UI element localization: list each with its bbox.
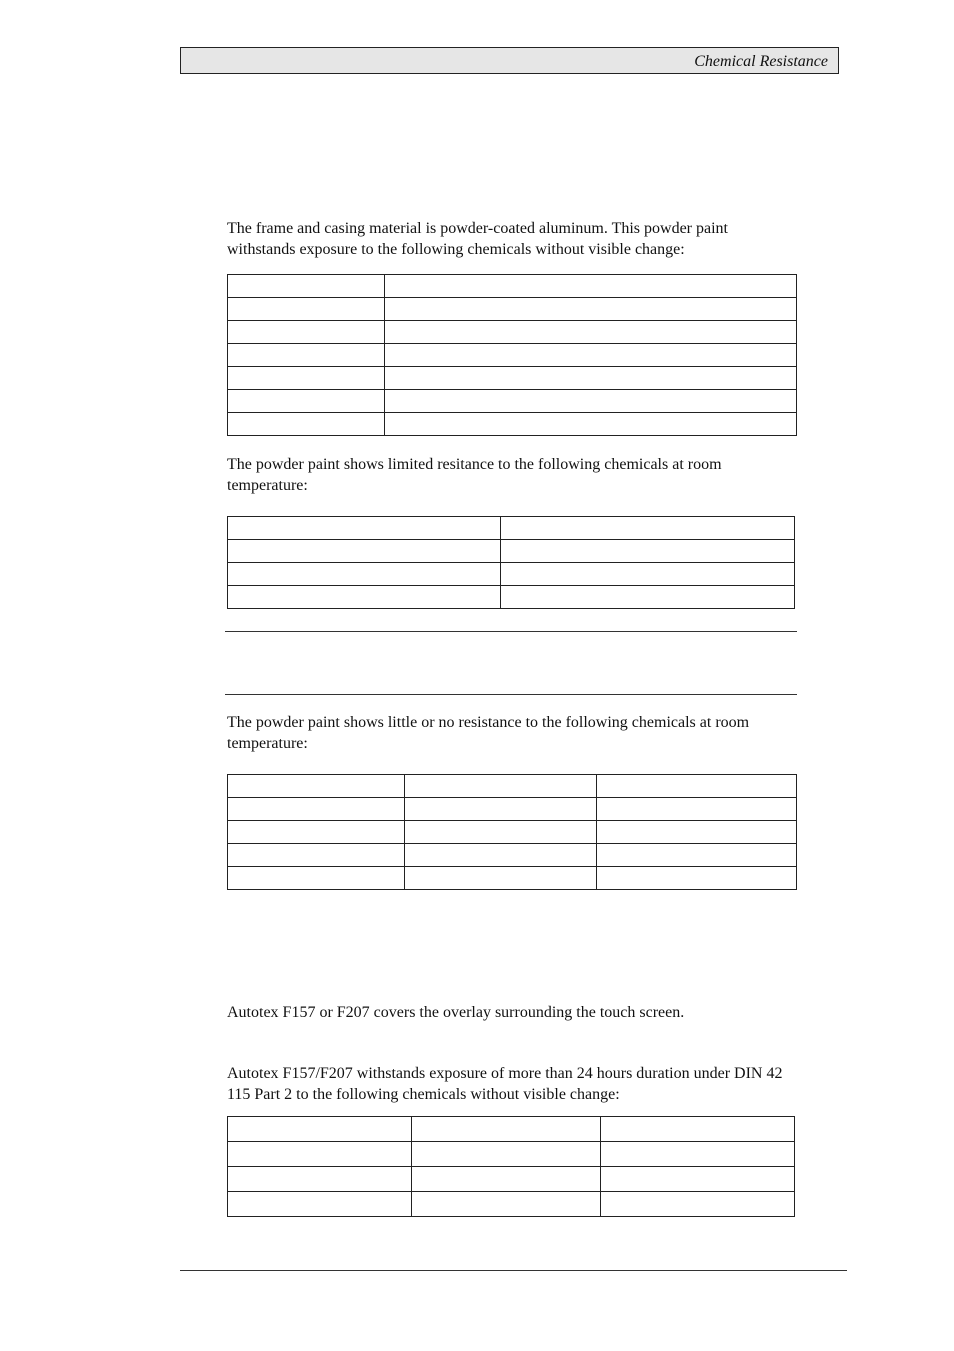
paragraph-no-resistance: The powder paint shows little or no resistance to the following chemicals at room temperature: bbox=[227, 714, 750, 752]
table-row bbox=[228, 275, 797, 298]
table-row bbox=[228, 367, 797, 390]
table-row bbox=[228, 1142, 795, 1167]
table-row bbox=[228, 775, 797, 798]
table-cell bbox=[601, 1117, 795, 1142]
table-cell bbox=[385, 298, 797, 321]
table-cell bbox=[601, 1192, 795, 1217]
table-row bbox=[228, 517, 795, 540]
table-cell bbox=[601, 1167, 795, 1192]
table-row bbox=[228, 344, 797, 367]
table-cell bbox=[385, 344, 797, 367]
table-row bbox=[228, 563, 795, 586]
paragraph-autotex-din: Autotex F157/F207 withstands exposure of more than 24 hours duration under DIN 42 115 Part 2 to the following chemicals without visible change: bbox=[227, 1065, 783, 1103]
table-cell bbox=[412, 1192, 601, 1217]
header-title: Chemical Resistance bbox=[694, 53, 828, 70]
table-cell bbox=[228, 517, 501, 540]
table-cell bbox=[597, 775, 797, 798]
table-cell bbox=[228, 563, 501, 586]
table-cell bbox=[501, 563, 795, 586]
table-row bbox=[228, 586, 795, 609]
table-cell bbox=[405, 775, 597, 798]
table-cell bbox=[597, 798, 797, 821]
table-cell bbox=[228, 540, 501, 563]
table-cell bbox=[412, 1167, 601, 1192]
table-cell bbox=[228, 844, 405, 867]
table-cell bbox=[228, 1117, 412, 1142]
table-cell bbox=[405, 798, 597, 821]
paragraph-autotex-overlay: Autotex F157 or F207 covers the overlay surrounding the touch screen. bbox=[227, 1004, 685, 1021]
table-cell bbox=[228, 413, 385, 436]
table-cell bbox=[228, 775, 405, 798]
table-resistant-chemicals bbox=[227, 274, 797, 436]
table-cell bbox=[385, 367, 797, 390]
table-row bbox=[228, 390, 797, 413]
table-cell bbox=[228, 586, 501, 609]
table-autotex-chemicals bbox=[227, 1116, 795, 1217]
table-cell bbox=[228, 298, 385, 321]
table-row bbox=[228, 540, 795, 563]
table-cell bbox=[228, 390, 385, 413]
table-cell bbox=[228, 1192, 412, 1217]
table-row bbox=[228, 413, 797, 436]
paragraph-powder-coating: The frame and casing material is powder-coated aluminum. This powder paint withstands exposure to the following chemicals without visible change: bbox=[227, 220, 728, 258]
table-cell bbox=[412, 1117, 601, 1142]
table-row bbox=[228, 1192, 795, 1217]
table-cell bbox=[597, 844, 797, 867]
table-row bbox=[228, 1117, 795, 1142]
paragraph-limited-resistance: The powder paint shows limited resitance to the following chemicals at room temperature: bbox=[227, 456, 722, 494]
table-cell bbox=[228, 344, 385, 367]
table-cell bbox=[385, 390, 797, 413]
table-cell bbox=[597, 821, 797, 844]
table-cell bbox=[385, 321, 797, 344]
table-cell bbox=[228, 321, 385, 344]
table-row bbox=[228, 821, 797, 844]
table-cell bbox=[228, 821, 405, 844]
table-cell bbox=[601, 1142, 795, 1167]
section-divider bbox=[225, 694, 797, 695]
table-row bbox=[228, 321, 797, 344]
table-cell bbox=[228, 798, 405, 821]
table-cell bbox=[228, 1142, 412, 1167]
table-cell bbox=[385, 275, 797, 298]
table-row bbox=[228, 867, 797, 890]
table-cell bbox=[385, 413, 797, 436]
table-no-resistance bbox=[227, 774, 797, 890]
table-cell bbox=[405, 821, 597, 844]
table-cell bbox=[228, 367, 385, 390]
table-row bbox=[228, 1167, 795, 1192]
section-divider bbox=[225, 631, 797, 632]
table-cell bbox=[405, 867, 597, 890]
table-cell bbox=[597, 867, 797, 890]
footer-rule bbox=[180, 1270, 847, 1271]
table-cell bbox=[412, 1142, 601, 1167]
table-cell bbox=[228, 1167, 412, 1192]
table-row bbox=[228, 798, 797, 821]
table-cell bbox=[501, 586, 795, 609]
table-cell bbox=[228, 275, 385, 298]
table-cell bbox=[501, 517, 795, 540]
table-cell bbox=[501, 540, 795, 563]
table-limited-resistance bbox=[227, 516, 795, 609]
page-header bbox=[180, 47, 839, 74]
table-row bbox=[228, 298, 797, 321]
table-row bbox=[228, 844, 797, 867]
table-cell bbox=[228, 867, 405, 890]
table-cell bbox=[405, 844, 597, 867]
